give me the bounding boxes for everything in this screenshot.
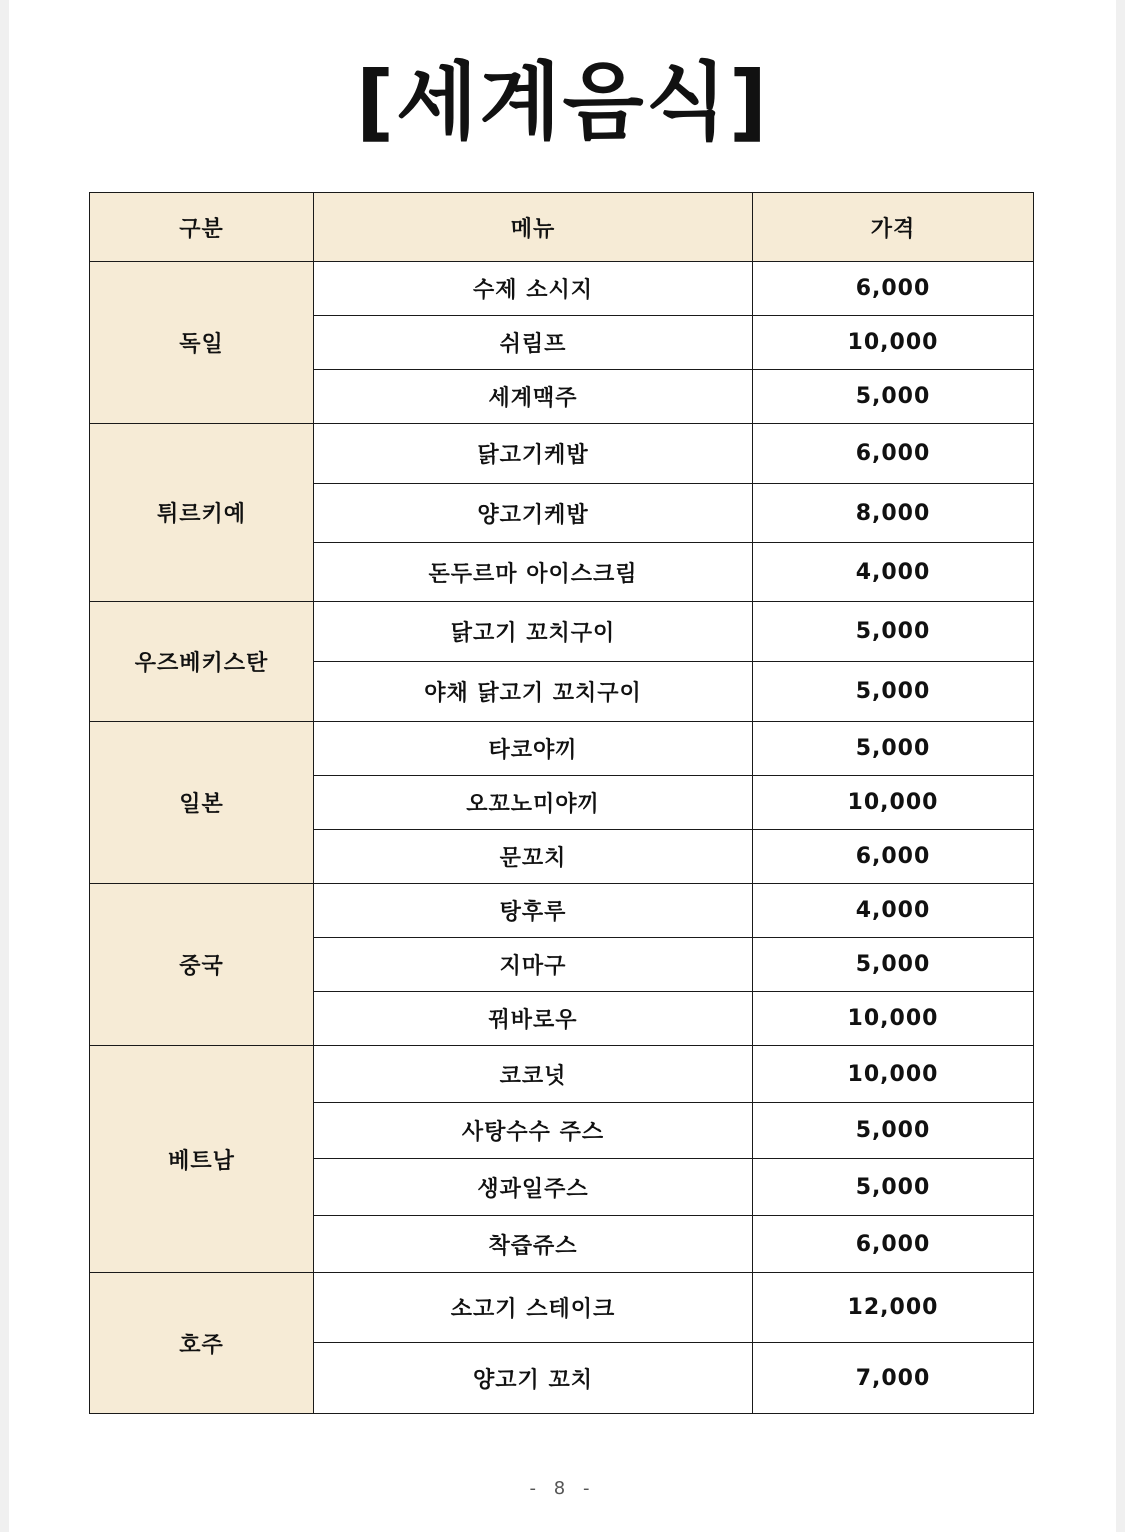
menu-cell: 돈두르마 아이스크림 [314,543,753,602]
table-header-row [90,193,1034,262]
price-cell: 4,000 [753,884,1034,938]
category-cell: 호주 [90,1273,314,1414]
menu-cell: 타코야끼 [314,722,753,776]
table-row [90,1046,1034,1103]
category-cell: 중국 [90,884,314,1046]
price-cell: 5,000 [753,370,1034,424]
price-cell: 10,000 [753,776,1034,830]
price-cell: 6,000 [753,1216,1034,1273]
menu-cell: 탕후루 [314,884,753,938]
menu-cell: 착즙쥬스 [314,1216,753,1273]
table-row [90,424,1034,484]
price-cell: 6,000 [753,424,1034,484]
category-cell: 독일 [90,262,314,424]
menu-cell: 야채 닭고기 꼬치구이 [314,662,753,722]
menu-cell: 쉬림프 [314,316,753,370]
menu-price-table [89,192,1034,1414]
price-cell: 5,000 [753,602,1034,662]
menu-cell: 사탕수수 주스 [314,1103,753,1159]
page-title: [세계음식] [355,53,770,151]
table-row [90,262,1034,316]
document-page [9,0,1116,1532]
menu-cell: 닭고기 꼬치구이 [314,602,753,662]
menu-cell: 수제 소시지 [314,262,753,316]
menu-cell: 소고기 스테이크 [314,1273,753,1343]
menu-cell: 양고기케밥 [314,484,753,543]
menu-cell: 세계맥주 [314,370,753,424]
menu-cell: 생과일주스 [314,1159,753,1216]
menu-cell: 닭고기케밥 [314,424,753,484]
price-cell: 5,000 [753,1103,1034,1159]
menu-cell: 오꼬노미야끼 [314,776,753,830]
category-cell: 튀르키예 [90,424,314,602]
price-cell: 5,000 [753,938,1034,992]
price-cell: 10,000 [753,992,1034,1046]
menu-cell: 지마구 [314,938,753,992]
table-row [90,602,1034,662]
price-cell: 7,000 [753,1343,1034,1414]
header-menu: 메뉴 [314,193,753,262]
price-cell: 6,000 [753,830,1034,884]
price-cell: 10,000 [753,316,1034,370]
menu-cell: 양고기 꼬치 [314,1343,753,1414]
table-row [90,1273,1034,1343]
table-row [90,722,1034,776]
table-row [90,884,1034,938]
menu-cell: 꿔바로우 [314,992,753,1046]
category-cell: 우즈베키스탄 [90,602,314,722]
price-cell: 5,000 [753,722,1034,776]
header-category: 구분 [90,193,314,262]
menu-cell: 코코넛 [314,1046,753,1103]
price-cell: 6,000 [753,262,1034,316]
price-cell: 5,000 [753,1159,1034,1216]
menu-cell: 문꼬치 [314,830,753,884]
category-cell: 일본 [90,722,314,884]
price-cell: 10,000 [753,1046,1034,1103]
header-price: 가격 [753,193,1034,262]
price-cell: 8,000 [753,484,1034,543]
price-cell: 12,000 [753,1273,1034,1343]
price-cell: 4,000 [753,543,1034,602]
category-cell: 베트남 [90,1046,314,1273]
price-cell: 5,000 [753,662,1034,722]
page-number: - 8 - [529,1478,596,1499]
